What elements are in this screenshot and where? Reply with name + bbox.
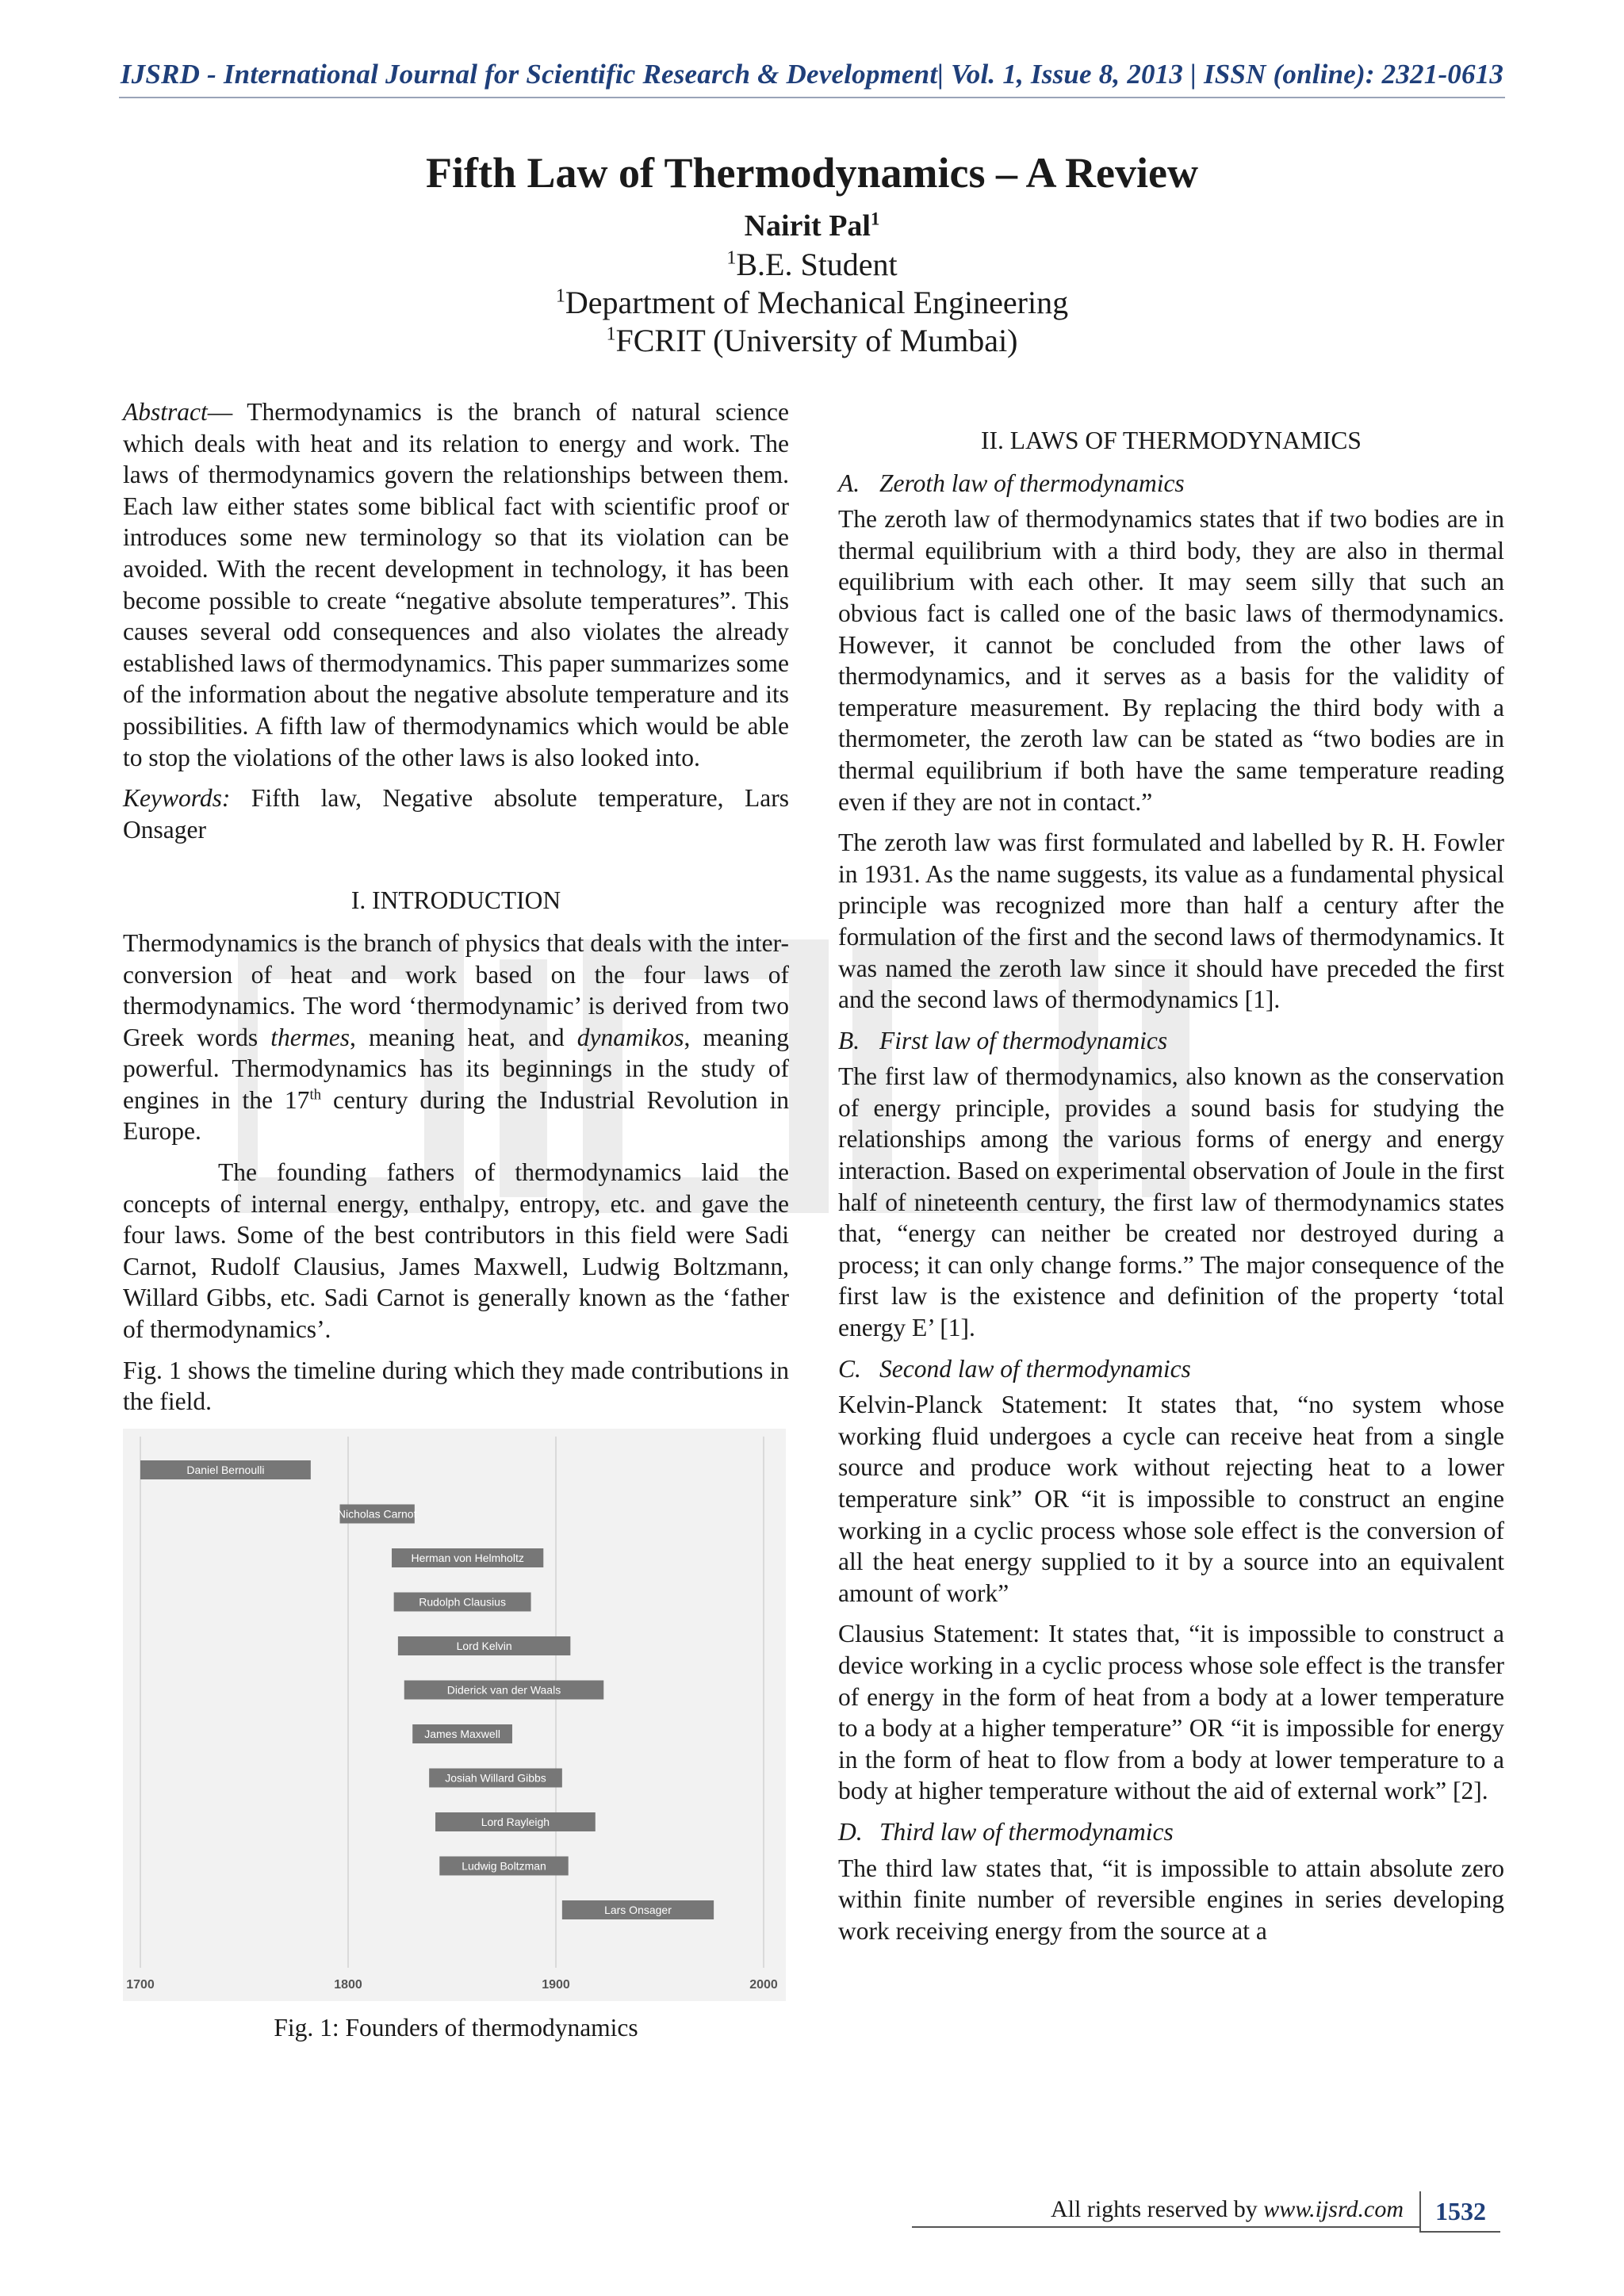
timeline-tick-label: 2000: [749, 1977, 778, 1992]
timeline-tick-label: 1700: [126, 1977, 155, 1992]
timeline-bar-label: Ludwig Boltzman: [462, 1859, 546, 1873]
timeline-bar-label: Herman von Helmholtz: [411, 1551, 524, 1564]
timeline-bar-label: Lord Rayleigh: [481, 1815, 550, 1828]
intro-paragraph-3: Fig. 1 shows the timeline during which they made contributions in the field.: [123, 1356, 789, 1416]
journal-header: IJSRD - International Journal for Scientific Research & Development| Vol. 1, Issue 8, 2013 | ISSN (online): 2321-0613: [120, 59, 1504, 90]
second-law-kelvin-planck: Kelvin-Planck Statement: It states that, “no system whose working fluid undergoes a cycle can receive heat from a single source and produce work without rejecting heat to a lower temperature sink” OR “it is impossible to construct an engine working in a cyclic process whose sole effect is the conversion of all the heat energy supplied to it by a source into an equivalent amount of work”: [838, 1391, 1504, 1607]
subsection-heading-third: D. Third law of thermodynamics: [838, 1817, 1174, 1846]
affiliation-role: $^1$B.E. Student: [726, 247, 898, 282]
zeroth-law-paragraph-1: The zeroth law of thermodynamics states that if two bodies are in thermal equilibrium with a third body, they are also in thermal equilibrium with each other. It may seem silly that such an obvious fact is called one of the basic laws of thermodynamics. However, it cannot be concluded from the other laws of thermodynamics, and it serves as a basis for the validity of temperature measurement. By replacing the third body with a thermometer, the zeroth law can be stated as “two bodies are in thermal equilibrium if both have the same temperature reading even if they are not in contact.”: [838, 505, 1504, 816]
timeline-tick-label: 1800: [334, 1977, 362, 1992]
timeline-bar-label: Josiah Willard Gibbs: [445, 1771, 546, 1785]
timeline-bar-label: Diderick van der Waals: [446, 1683, 561, 1697]
section-heading-laws: II. LAWS OF THERMODYNAMICS: [981, 427, 1362, 454]
intro-paragraph-2: The founding fathers of thermodynamics laid the concepts of internal energy, enthalpy, entropy, etc. and gave the four laws. Some of the best contributors in this field were Sadi Carnot, Rudolf Clausius, James Maxwell, Ludwig Boltzmann, Willard Gibbs, etc. Sadi Carnot is generally known as the ‘father of thermodynamics’.: [123, 1158, 789, 1344]
second-law-clausius: Clausius Statement: It states that, “it is impossible to construct a device working in a cyclic process whose sole effect is the transfer of energy in the form of heat from a body at a lower temperature to a body at a higher temperature” OR “it is impossible for energy in the form of heat to flow from a body at lower temperature to a body at higher temperature without the aid of external work” [2].: [838, 1620, 1504, 1805]
section-heading-introduction: I. INTRODUCTION: [350, 886, 561, 915]
timeline-bar-label: Rudolph Clausius: [419, 1595, 506, 1609]
keywords: Keywords: Fifth law, Negative absolute temperature, Lars Onsager: [123, 784, 789, 844]
founders-timeline-chart: [123, 1429, 786, 2001]
timeline-tick-label: 1900: [542, 1977, 570, 1992]
header-rule: [119, 97, 1505, 98]
left-column: [123, 396, 789, 2043]
figure-caption: Fig. 1: Founders of thermodynamics: [274, 2013, 638, 2042]
zeroth-law-paragraph-2: The zeroth law was first formulated and labelled by R. H. Fowler in 1931. As the name suggests, its value as a fundamental physical principle was recognized more than half a century after the formulation of the first and the second laws of thermodynamics. It was named the zeroth law since it should have preceded the first and the second laws of thermodynamics [1].: [838, 828, 1504, 1014]
first-law-paragraph: The first law of thermodynamics, also known as the conservation of energy principle, provides a sound basis for studying the relationships among the various forms of energy and energy interaction. Based on experimental observation of Joule in the first half of nineteenth century, the first law of thermodynamics states that, “energy can neither be created nor destroyed during a process; it can only change forms.” The major consequence of the first law is the existence and definition of the property ‘total energy E’ [1].: [838, 1062, 1504, 1342]
author-name: Nairit Pal$^1$: [744, 209, 880, 243]
footer-rights: All rights reserved by www.ijsrd.com: [1051, 2196, 1404, 2222]
footer-site-link[interactable]: www.ijsrd.com: [1263, 2196, 1404, 2222]
affiliation-department: $^1$Department of Mechanical Engineering: [555, 285, 1069, 320]
timeline-bar-label: James Maxwell: [424, 1727, 500, 1740]
third-law-paragraph: The third law states that, “it is impossible to attain absolute zero within finite number of reversible engines in series developing work receiving energy from the source at a: [838, 1854, 1504, 1945]
subsection-heading-second: C. Second law of thermodynamics: [838, 1354, 1191, 1383]
paper-title: Fifth Law of Thermodynamics – A Review: [426, 149, 1198, 197]
affiliation-institution: $^1$FCRIT (University of Mumbai): [606, 323, 1018, 358]
timeline-bar-label: Lord Kelvin: [456, 1639, 512, 1652]
subsection-heading-zeroth: A. Zeroth law of thermodynamics: [838, 469, 1185, 497]
intro-paragraph-1: Thermodynamics is the branch of physics that deals with the inter-conversion of heat and work based on the four laws of thermodynamics. The word ‘thermodynamic’ is derived from two Greek words thermes, meaning heat, and dynamikos, meaning powerful. Thermodynamics has its beginnings in the study of engines in the 17th century during the Industrial Revolution in Europe.: [123, 928, 790, 1146]
page-number: 1532: [1419, 2191, 1500, 2233]
timeline-bar-label: Lars Onsager: [604, 1903, 672, 1916]
abstract: Abstract— Thermodynamics is the branch of natural science which deals with heat and its relation to energy and work. The laws of thermodynamics govern the relationships between them. Each law either states some biblical fact with scientific proof or introduces some new terminology so that its violation can be avoided. With the recent development in technology, it has been become possible to create “negative absolute temperatures”. This causes several odd consequences and also violates the already established laws of thermodynamics. This paper summarizes some of the information about the negative absolute temperature and its possibilities. A fifth law of thermodynamics which would be able to stop the violations of the other laws is also looked into.: [123, 398, 789, 771]
footer-rule: [912, 2226, 1419, 2228]
right-column: [838, 425, 1504, 1956]
subsection-heading-first: B. First law of thermodynamics: [838, 1026, 1168, 1054]
timeline-bar-label: Daniel Bernoulli: [186, 1463, 265, 1476]
timeline-svg: [123, 1429, 786, 2001]
timeline-bar-label: Nicholas Carnot: [337, 1507, 417, 1521]
